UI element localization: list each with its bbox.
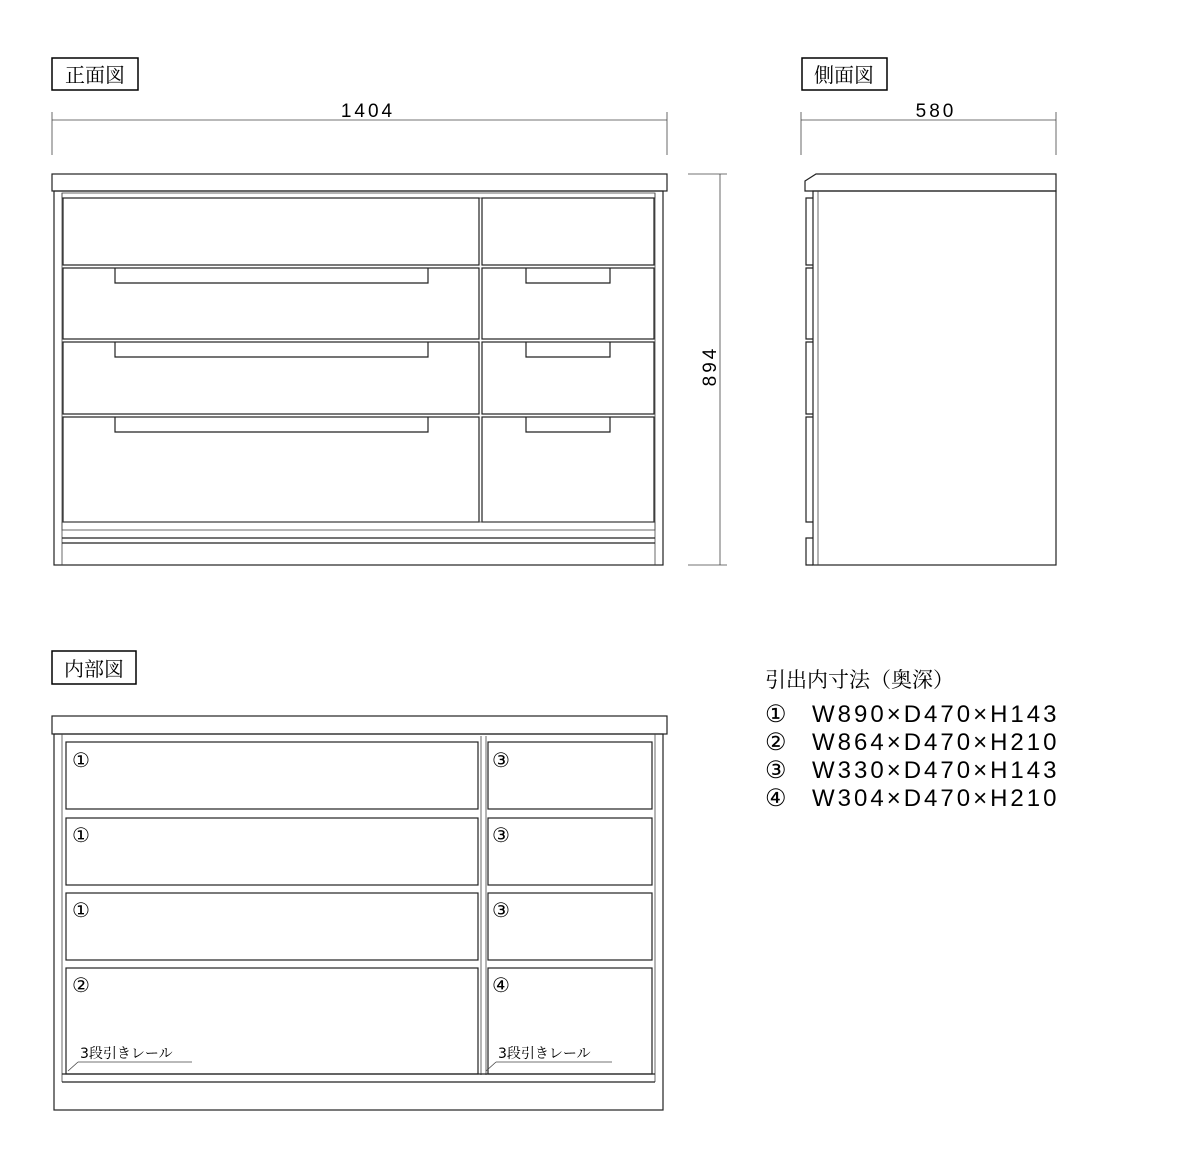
front-cabinet	[52, 174, 667, 565]
interior-view-label: 内部図	[64, 657, 124, 681]
spec-dims-3: W330×D470×H143	[812, 757, 1060, 784]
interior-drawer-left-3	[66, 893, 478, 960]
interior-drawer-right-3	[488, 893, 652, 960]
front-handle-left-2	[115, 268, 428, 283]
interior-view	[52, 651, 667, 1110]
interior-badge-right-4: ④	[492, 973, 510, 997]
spec-dims-2: W864×D470×H210	[812, 729, 1060, 756]
interior-badge-left-1: ①	[72, 748, 90, 772]
spec-dims-1: W890×D470×H143	[812, 701, 1060, 728]
rail-label-right: 3段引きレール	[498, 1046, 591, 1062]
front-height-dimension	[688, 174, 727, 565]
front-drawer-right-3	[482, 342, 654, 414]
side-view	[801, 58, 1056, 565]
front-handle-left-4	[115, 417, 428, 432]
rail-label-left: 3段引きレール	[80, 1046, 173, 1062]
spec-num-2: ②	[765, 729, 790, 756]
front-height-value: 894	[700, 345, 721, 387]
interior-drawer-right-1	[488, 742, 652, 809]
front-drawer-left-1	[63, 198, 479, 265]
interior-badge-right-2: ③	[492, 823, 510, 847]
side-view-label: 側面図	[814, 63, 874, 87]
front-handle-left-3	[115, 342, 428, 357]
side-cabinet	[805, 174, 1056, 565]
spec-num-1: ①	[765, 701, 790, 728]
side-depth-dimension	[801, 101, 1056, 155]
front-drawer-left-4	[63, 417, 479, 522]
spec-title: 引出内寸法（奥深）	[765, 668, 954, 692]
interior-drawer-left-2	[66, 818, 478, 885]
interior-badge-left-3: ①	[72, 898, 90, 922]
spec-list	[765, 668, 1059, 812]
front-drawer-right-1	[482, 198, 654, 265]
interior-badge-left-2: ①	[72, 823, 90, 847]
interior-badge-left-4: ②	[72, 973, 90, 997]
front-handle-right-3	[526, 342, 610, 357]
front-drawer-right-2	[482, 268, 654, 339]
side-depth-value: 580	[915, 101, 957, 122]
interior-badge-right-3: ③	[492, 898, 510, 922]
front-view	[52, 58, 727, 565]
interior-drawer-right-2	[488, 818, 652, 885]
front-view-label: 正面図	[65, 63, 125, 87]
spec-num-3: ③	[765, 757, 790, 784]
front-handle-right-4	[526, 417, 610, 432]
spec-num-4: ④	[765, 785, 790, 812]
interior-badge-right-1: ③	[492, 748, 510, 772]
interior-drawer-left-1	[66, 742, 478, 809]
front-handle-right-2	[526, 268, 610, 283]
front-drawer-right-4	[482, 417, 654, 522]
spec-dims-4: W304×D470×H210	[812, 785, 1060, 812]
front-drawer-left-2	[63, 268, 479, 339]
rail-callout-right	[486, 1045, 612, 1071]
front-drawer-left-3	[63, 342, 479, 414]
front-width-value: 1404	[340, 101, 396, 122]
rail-callout-left	[68, 1045, 192, 1071]
front-width-dimension	[52, 101, 667, 155]
